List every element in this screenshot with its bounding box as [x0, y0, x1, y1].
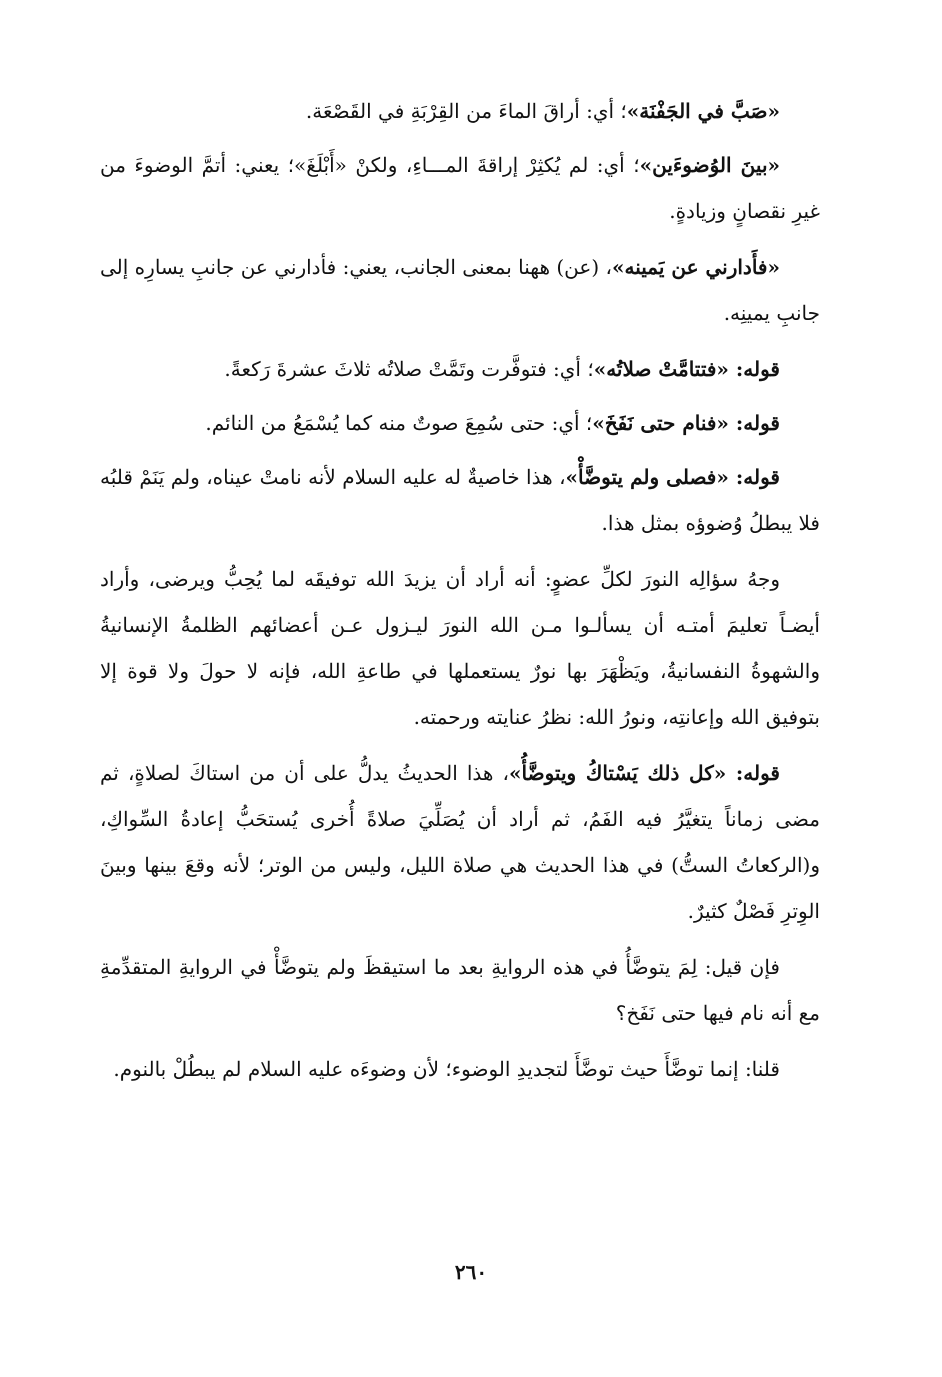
paragraph-2 — [100, 142, 820, 234]
gloss-3: ، (عن) ههنا بمعنى الجانب، يعني: فأدارني عن جانبِ يسارِه إلى جانبِ يمينِه. — [100, 255, 820, 325]
lemma-4: «فتتامَّتْ صلاتُه» — [593, 357, 729, 381]
paragraph-4 — [100, 346, 820, 392]
body-text-10: قلنا: إنما توضَّأَ حيث توضَّأَ لتجديدِ الوضوء؛ لأن وضوءَه عليه السلام لم يبطُلْ بالنوم. — [113, 1057, 780, 1081]
lemma-6: «فصلى ولم يتوضَّأْ» — [565, 465, 729, 489]
page-body — [100, 88, 820, 1102]
paragraph-5 — [100, 400, 820, 446]
gloss-5: ؛ أي: حتى سُمِعَ صوتٌ منه كما يُسْمَعُ من النائم. — [205, 411, 593, 435]
paragraph-9 — [100, 944, 820, 1036]
lemma-2: «بينَ الوُضوءَين» — [639, 153, 781, 177]
page-number: ٢٦٠ — [454, 1260, 488, 1284]
paragraph-3 — [100, 244, 820, 336]
prefix-4: قوله: — [728, 357, 780, 381]
prefix-6: قوله: — [728, 465, 780, 489]
lemma-1: «صَبَّ في الجَفْنَة» — [626, 99, 780, 123]
gloss-2: ؛ أي: لم يُكثِرْ إراقةَ المـــاءِ، ولكنْ «أَبْلَغَ»؛ يعني: أتمَّ الوضوءَ من غيرِ نقصانٍ وزيادةٍ. — [100, 153, 820, 223]
paragraph-1 — [100, 88, 820, 134]
body-text-9: فإن قيل: لِمَ يتوضَّأُ في هذه الروايةِ بعد ما استيقظَ ولم يتوضَّأْ في الروايةِ المتقدِّمةِ مع أنه نام فيها حتى نَفَخ؟ — [100, 955, 820, 1025]
lemma-3: «فأَدارني عن يَمينه» — [611, 255, 780, 279]
paragraph-6 — [100, 454, 820, 546]
gloss-8: ، هذا الحديثُ يدلُّ على أن من استاكَ لصلاةٍ، ثم مضى زماناً يتغيَّرُ فيه الفَمُ، ثم أراد أن يُصَلِّيَ صلاةً أُخرى يُستحَبُّ إعادةُ السِّواكِ، و(الركعاتُ الستُّ) في هذا الحديث هي صلاة الليل، وليس من الوتر؛ لأنه وقعَ بينها وبينَ الوِترِ فَصْلٌ كثيرٌ. — [100, 761, 820, 923]
gloss-4: ؛ أي: فتوفَّرت وتَمَّتْ صلاتُه ثلاثَ عشرةَ رَكعةً. — [224, 357, 594, 381]
prefix-8: قوله: — [726, 761, 780, 785]
paragraph-10 — [100, 1046, 820, 1092]
prefix-5: قوله: — [728, 411, 780, 435]
gloss-1: ؛ أي: أراقَ الماءَ من القِرْبَةِ في القَصْعَة. — [305, 99, 627, 123]
lemma-8: «كل ذلك يَسْتاكُ ويتوضَّأُ» — [509, 761, 727, 785]
body-text-7: وجهُ سؤالِه النورَ لكلِّ عضوٍ: أنه أراد أن يزيدَ الله توفيقَه لما يُحِبُّ ويرضى، وأراد أيضـاً تعليمَ أمتـه أن يسألـوا مـن الله النورَ ليـزول عـن أعضائهم الظلمةُ الإنسانيةُ والشهوةُ النفسانيةُ، ويَظْهَرَ بها نورٌ يستعملها في طاعةِ الله، فإنه لا حولَ ولا قوة إلا بتوفيق الله وإعانتِه، ونورُ الله: نظرُ عنايته ورحمته. — [100, 567, 820, 729]
paragraph-7 — [100, 556, 820, 740]
paragraph-8 — [100, 750, 820, 934]
gloss-6: ، هذا خاصيةٌ له عليه السلام لأنه نامتْ عيناه، ولم يَنَمْ قلبُه فلا يبطلُ وُضوؤه بمثل هذا. — [100, 465, 820, 535]
lemma-5: «فنام حتى نَفَخَ» — [592, 411, 729, 435]
